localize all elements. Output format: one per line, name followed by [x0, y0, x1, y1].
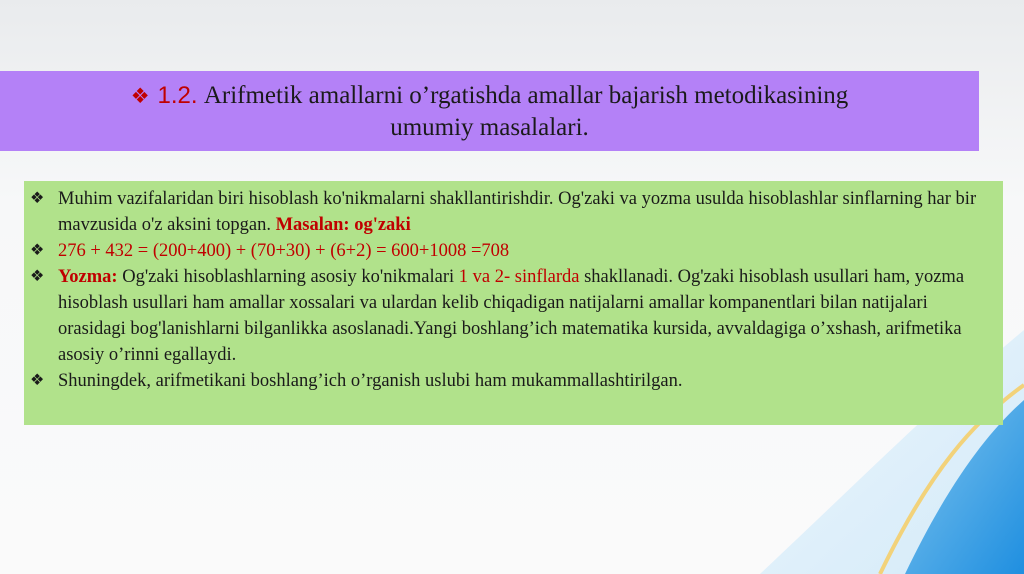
diamond-bullet-icon: ❖: [30, 190, 45, 207]
section-number: 1.2.: [157, 81, 198, 109]
list-item: [24, 368, 1003, 394]
title-bar: [0, 71, 979, 151]
title-line-2: umumiy masalalari.: [390, 113, 589, 141]
list-item: [24, 238, 1003, 264]
list-item: [24, 264, 1003, 368]
diamond-bullet-icon: ❖: [30, 268, 45, 285]
item-lead: Yozma:: [58, 267, 118, 287]
formula-text: 276 + 432 = (200+400) + (70+30) + (6+2) = 600+1008 =708: [58, 241, 510, 261]
item-highlight: Masalan: og'zaki: [275, 215, 411, 235]
diamond-bullet-icon: ❖: [30, 372, 45, 389]
diamond-bullet-icon: ❖: [130, 83, 150, 108]
item-text-a: Og'zaki hisoblashlarning asosiy ko'nikmalari: [117, 267, 459, 287]
item-text: Shuningdek, arifmetikani boshlang’ich o’rganish uslubi ham mukammallashtirilgan.: [58, 371, 683, 391]
content-box: [24, 181, 1003, 425]
diamond-bullet-icon: ❖: [30, 242, 45, 259]
item-red-part: 1 va 2- sinflarda: [458, 267, 580, 287]
title-text-1: Arifmetik amallarni o’rgatishda amallar bajarish metodikasining: [203, 81, 849, 109]
item-text: Muhim vazifalaridan biri hisoblash ko'nikmalarni shakllantirishdir. Og'zaki va yozma usulda hisoblashlar sinflarning har bir mavzusida o'z aksini topgan.: [58, 189, 977, 235]
title-line-1: [131, 80, 849, 112]
item-text-b: shakllanadi. Og'zaki hisoblash usullari ham, yozma hisoblash usullari ham amallar xossalari va ulardan kelib chiqadigan natijalarni amallar kompanentlari bilan natijalari orasidagi bog'lanishlarni bilganlikka asoslanadi.Yangi boshlang’ich matematika kursida, avvaldagiga o’xshash, arifmetika asosiy o’rinni egallaydi.: [58, 267, 965, 365]
list-item: [24, 186, 1003, 238]
